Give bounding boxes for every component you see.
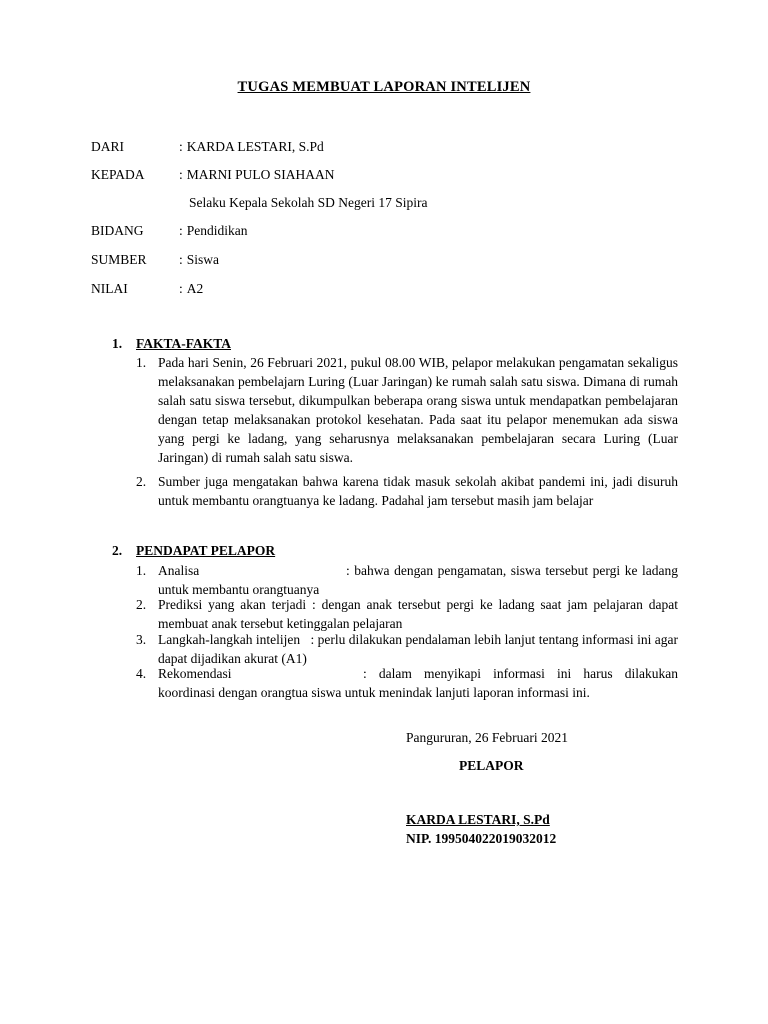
pendapat-item: 2. Prediksi yang akan terjadi : dengan anak tersebut pergi ke ladang saat jam pelajaran dapat membuat anak tersebut ketinggalan pelajaran [136, 597, 678, 631]
header-label: SUMBER [91, 252, 147, 267]
pendapat-item: 1. Analisa : bahwa dengan pengamatan, siswa tersebut pergi ke ladang untuk membantu orangtuanya [136, 563, 678, 597]
header-value: : A2 [179, 281, 204, 296]
pendapat-item: 4. Rekomendasi : dalam menyikapi informasi ini harus dilakukan koordinasi dengan orangtua siswa untuk menindak lanjuti laporan informasi ini. [136, 666, 678, 700]
section-fakta-title: 1. FAKTA-FAKTA [112, 336, 231, 351]
header-label: BIDANG [91, 223, 144, 238]
header-value: Selaku Kepala Sekolah SD Negeri 17 Sipira [189, 195, 428, 210]
header-value: : Siswa [179, 252, 220, 267]
section-pendapat-title: 2. PENDAPAT PELAPOR [112, 543, 276, 558]
document-title: TUGAS MEMBUAT LAPORAN INTELIJEN [237, 79, 531, 95]
signature-name: KARDA LESTARI, S.Pd [406, 812, 550, 827]
signature-role: PELAPOR [459, 758, 524, 773]
header-value: : MARNI PULO SIAHAAN [179, 167, 335, 182]
pendapat-item: 3. Langkah-langkah intelijen : perlu dilakukan pendalaman lebih lanjut tentang informasi ini agar dapat dijadikan akurat (A1) [136, 632, 679, 666]
header-label: NILAI [91, 281, 128, 296]
header-value: : Pendidikan [179, 223, 248, 238]
place-date: Pangururan, 26 Februari 2021 [406, 730, 568, 745]
header-label: DARI [91, 139, 124, 154]
fakta-item: 2. Sumber juga mengatakan bahwa karena tidak masuk sekolah akibat pandemi ini, jadi disuruh untuk membantu orangtuanya ke ladang. Padahal jam tersebut masih jam belajar [136, 474, 678, 508]
header-value: : KARDA LESTARI, S.Pd [179, 139, 324, 154]
signature-nip: NIP. 199504022019032012 [406, 831, 557, 846]
header-label: KEPADA [91, 167, 145, 182]
fakta-item: 1. Pada hari Senin, 26 Februari 2021, pukul 08.00 WIB, pelapor melakukan pengamatan sekaligus melaksanakan pembelajarn Luring (Luar Jaringan) ke rumah salah satu siswa. Dimana di rumah salah satu siswa tersebut, dikumpulkan beberapa orang siswa untuk mendapatkan pembelajaran dengan tetap melaksanakan protokol kesehatan. Pada saat itu pelapor menemukan ada siswa yang pergi ke ladang, yang seharusnya melaksanakan pembelajaran secara Luring (Luar Jaringan) di rumah salah satu siswa. [136, 355, 678, 465]
